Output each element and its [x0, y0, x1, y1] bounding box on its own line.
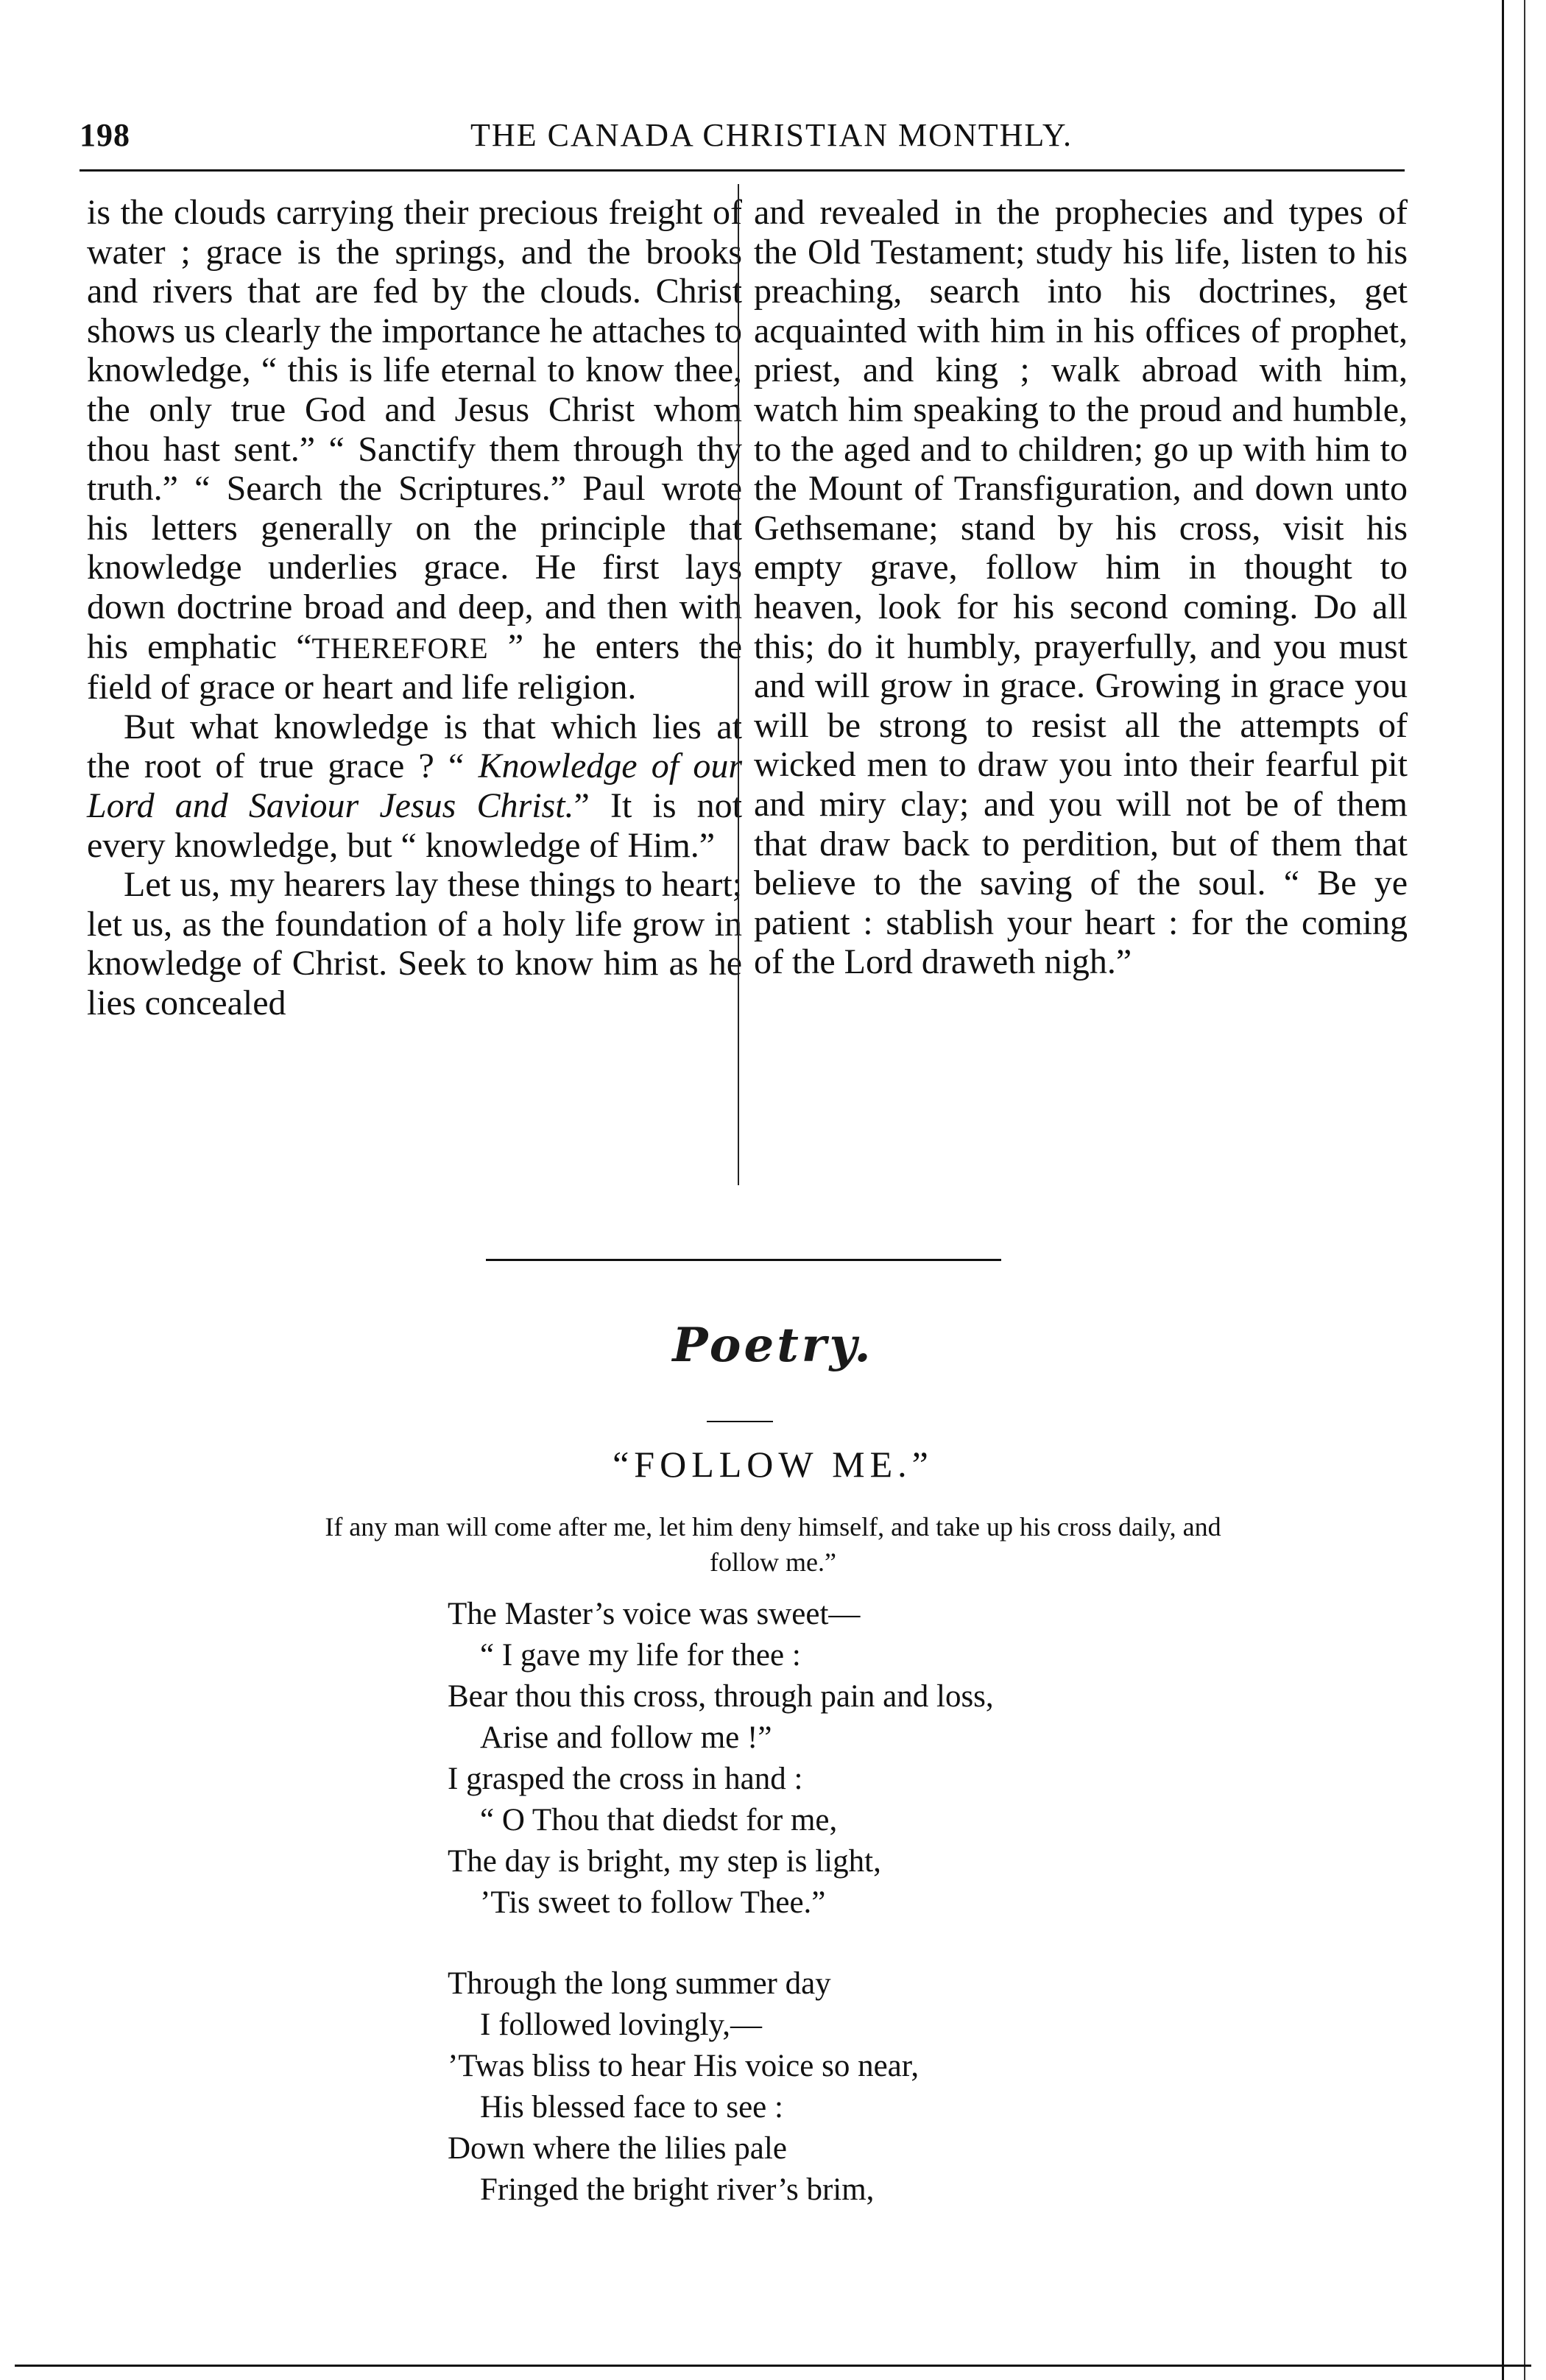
short-rule [707, 1421, 773, 1422]
paragraph-1-text: is the clouds carrying their precious freight of water ; grace is the springs, and the brooks and rivers that are fed by the clouds. Christ shows us clearly the importance he attaches to knowledge, “ this is life eternal to know thee, the only true God and Jesus Christ whom thou hast sent.” “ Sanctify them through thy truth.” “ Search the Scriptures.” Paul wrote his letters generally on the principle that knowledge underlies grace. He first lays down doctrine broad and deep, and then with his emphatic “ [87, 193, 742, 666]
column-divider [738, 184, 739, 1185]
poem-line: Bear thou this cross, through pain and loss, [448, 1679, 994, 1714]
epigraph-line-1: If any man will come after me, let him deny himself, and take up his cross daily, and [325, 1512, 1221, 1542]
poem-line: His blessed face to see : [480, 2090, 783, 2125]
running-header [80, 116, 1405, 158]
right-paragraph: and revealed in the prophecies and types of the Old Testament; study his life, listen to his preaching, search into his doctrines, get acquainted with him in his offices of prophet, priest, and king ; walk abroad with him, watch him speaking to the proud and humble, to the aged and to children; go up with him to the Mount of Transfiguration, and down unto Gethsemane; stand by his cross, visit his empty grave, follow him in thought to heaven, look for his second coming. Do all this; do it humbly, prayerfully, and you must and will grow in grace. Growing in grace you will be strong to resist all the attempts of wicked men to draw you into their fearful pit and miry clay; and you will not be of them that draw back to perdition, but of them that believe to the saving of the soul. “ Be ye patient : stablish your heart : for the coming of the Lord draweth nigh.” [754, 193, 1408, 982]
page-number: 198 [80, 117, 130, 153]
scripture-quote-italic: Knowledge of our Lord and Saviour Jesus Christ. [87, 746, 742, 825]
poem-line: ’Twas bliss to hear His voice so near, [448, 2049, 920, 2083]
poem-line: I grasped the cross in hand : [448, 1762, 803, 1796]
left-column [87, 193, 742, 1023]
poem-line: “ O Thou that diedst for me, [480, 1803, 838, 1837]
poem-line: Fringed the bright river’s brim, [480, 2172, 875, 2207]
poem-line: “ I gave my life for thee : [480, 1638, 801, 1673]
poem-line: Down where the lilies pale [448, 2131, 787, 2166]
paragraph-2 [87, 707, 742, 865]
section-heading: Poetry. [672, 1318, 874, 1373]
section-rule [486, 1259, 1001, 1261]
epigraph-line-2: follow me.” [710, 1547, 836, 1577]
poem-line: Through the long summer day [448, 1966, 831, 2001]
paragraph-1-end: ” he enters the field of grace or heart and life religion. [87, 626, 742, 707]
poem-line: ’Tis sweet to follow Thee.” [480, 1885, 826, 1920]
right-column [754, 193, 1408, 982]
paragraph-3: Let us, my hearers lay these things to heart; let us, as the foundation of a holy life grow in knowledge of Christ. Seek to know him as he lies concealed [87, 865, 742, 1023]
paragraph-1 [87, 193, 742, 707]
poem-line: I followed lovingly,— [480, 2008, 762, 2042]
poem-line: The day is bright, my step is light, [448, 1844, 881, 1879]
poem-line: Arise and follow me !” [480, 1720, 772, 1755]
therefore-small-caps: THEREFORE [311, 631, 489, 665]
running-title: THE CANADA CHRISTIAN MONTHLY. [470, 117, 1073, 153]
page-edge-rule [1502, 0, 1504, 2380]
poem-line: The Master’s voice was sweet— [448, 1597, 861, 1631]
header-rule [80, 169, 1405, 172]
page-edge-rule-outer [1524, 0, 1525, 2380]
poem-epigraph [110, 1509, 1436, 1580]
bottom-edge-rule [15, 2365, 1531, 2367]
paragraph-2-text: But what knowledge is that which lies at the root of true grace ? “ [87, 707, 742, 786]
paragraph-2-end: ” It is not every knowledge, but “ knowledge of Him.” [87, 785, 742, 865]
poem-title: “FOLLOW ME.” [613, 1444, 933, 1485]
